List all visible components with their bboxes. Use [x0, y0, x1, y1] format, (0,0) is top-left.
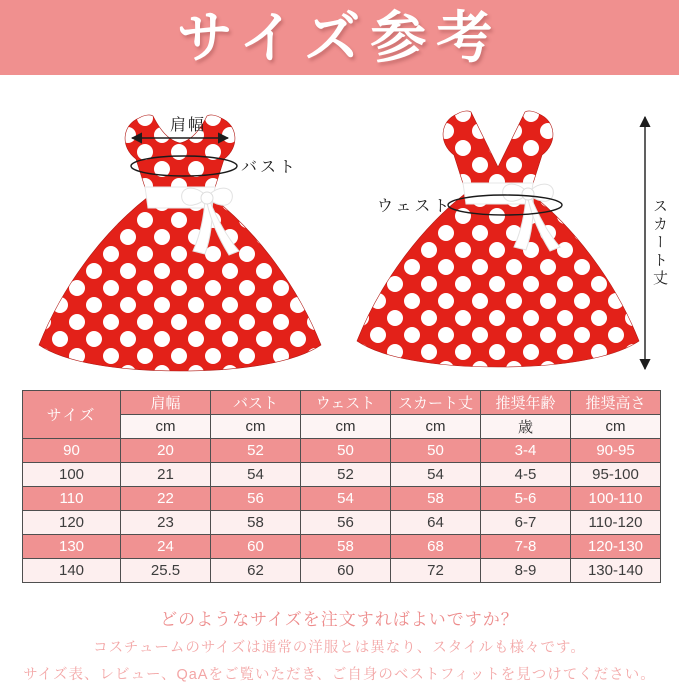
value-cell: 22	[121, 487, 211, 511]
value-cell: 72	[391, 559, 481, 583]
size-cell: 90	[23, 439, 121, 463]
table-row	[23, 439, 661, 463]
size-cell: 100	[23, 463, 121, 487]
size-diagram	[0, 75, 679, 390]
value-cell: 23	[121, 511, 211, 535]
column-header-height: 推奨高さ	[571, 391, 661, 415]
value-cell: 7-8	[481, 535, 571, 559]
unit-cell: cm	[301, 415, 391, 439]
table-row	[23, 463, 661, 487]
value-cell: 120-130	[571, 535, 661, 559]
skirt-back	[357, 193, 639, 367]
dress-back-illustration	[357, 111, 639, 367]
value-cell: 100-110	[571, 487, 661, 511]
size-cell: 110	[23, 487, 121, 511]
column-header-shoulder: 肩幅	[121, 391, 211, 415]
value-cell: 3-4	[481, 439, 571, 463]
value-cell: 62	[211, 559, 301, 583]
size-column-header: サイズ	[23, 391, 121, 439]
size-cell: 130	[23, 535, 121, 559]
unit-cell: 歳	[481, 415, 571, 439]
value-cell: 20	[121, 439, 211, 463]
value-cell: 25.5	[121, 559, 211, 583]
value-cell: 21	[121, 463, 211, 487]
value-cell: 5-6	[481, 487, 571, 511]
dress-front-illustration	[39, 115, 321, 371]
value-cell: 54	[211, 463, 301, 487]
value-cell: 54	[301, 487, 391, 511]
value-cell: 110-120	[571, 511, 661, 535]
value-cell: 95-100	[571, 463, 661, 487]
unit-cell: cm	[571, 415, 661, 439]
table-row	[23, 511, 661, 535]
footer-note-2: サイズ表、レビュー、QaAをご覧いただき、ご自身のベストフィットを見つけてください。	[23, 667, 656, 683]
value-cell: 52	[301, 463, 391, 487]
value-cell: 54	[391, 463, 481, 487]
column-header-waist: ウェスト	[301, 391, 391, 415]
value-cell: 50	[391, 439, 481, 463]
value-cell: 8-9	[481, 559, 571, 583]
value-cell: 52	[211, 439, 301, 463]
footer-question: どのようなサイズを注文すればよいですか？	[160, 610, 519, 629]
table-header-row	[23, 391, 661, 415]
value-cell: 24	[121, 535, 211, 559]
waist-label: ウェスト	[377, 198, 453, 215]
table-row	[23, 559, 661, 583]
size-cell: 140	[23, 559, 121, 583]
value-cell: 58	[391, 487, 481, 511]
column-header-skirt-length: スカート丈	[391, 391, 481, 415]
value-cell: 56	[301, 511, 391, 535]
unit-cell: cm	[211, 415, 301, 439]
value-cell: 68	[391, 535, 481, 559]
table-row	[23, 487, 661, 511]
skirt-front	[39, 197, 321, 371]
value-cell: 58	[211, 511, 301, 535]
value-cell: 58	[301, 535, 391, 559]
unit-cell: cm	[121, 415, 211, 439]
table-row	[23, 535, 661, 559]
skirt-length-label: スカート丈	[651, 198, 668, 288]
size-table	[22, 390, 661, 583]
value-cell: 90-95	[571, 439, 661, 463]
header-banner	[0, 0, 679, 75]
bodice-back	[443, 111, 553, 193]
unit-cell: cm	[391, 415, 481, 439]
value-cell: 6-7	[481, 511, 571, 535]
bust-label: バスト	[241, 159, 299, 176]
footer-note-1: コスチュームのサイズは通常の洋服とは異なり、スタイルも様々です。	[93, 640, 586, 656]
page-title: サイズ参考	[176, 5, 503, 69]
value-cell: 50	[301, 439, 391, 463]
value-cell: 64	[391, 511, 481, 535]
value-cell: 4-5	[481, 463, 571, 487]
value-cell: 60	[301, 559, 391, 583]
shoulder-width-label: 肩幅	[169, 117, 207, 134]
value-cell: 56	[211, 487, 301, 511]
value-cell: 130-140	[571, 559, 661, 583]
column-header-age: 推奨年齢	[481, 391, 571, 415]
value-cell: 60	[211, 535, 301, 559]
size-cell: 120	[23, 511, 121, 535]
column-header-bust: バスト	[211, 391, 301, 415]
footer-notes	[0, 599, 679, 684]
